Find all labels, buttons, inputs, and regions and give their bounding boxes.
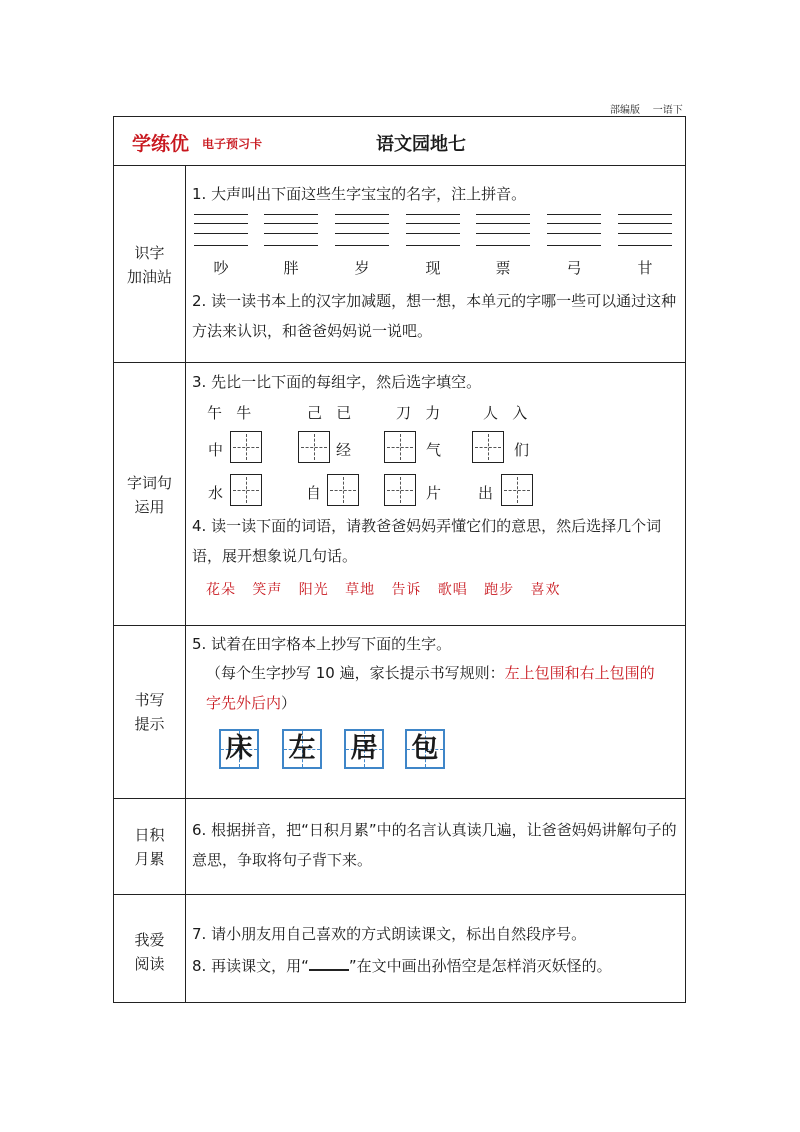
section-label-literacy: 识字 加油站 xyxy=(126,244,172,286)
rule-highlight: 左上包围和右上包围的 xyxy=(504,664,655,682)
row-divider xyxy=(114,798,685,799)
tian-grid-char: 包 xyxy=(405,729,445,769)
fill-box[interactable] xyxy=(384,474,416,506)
word-list xyxy=(206,579,561,599)
question-4: 4. 读一读下面的词语，请教爸爸妈妈弄懂它们的意思，然后选择几个词语，展开想象说几句话。 xyxy=(192,517,662,565)
edition-label: 部编版 一语下 xyxy=(610,105,683,116)
question-7: 7. 请小朋友用自己喜欢的方式朗读课文，标出自然段序号。 xyxy=(192,925,587,943)
clue-char: 们 xyxy=(514,441,530,459)
question-5: 5. 试着在田字格本上抄写下面的生字。 xyxy=(192,635,452,653)
question-1: 1. 大声叫出下面这些生字宝宝的名字，注上拼音。 xyxy=(192,185,527,203)
underline-blank xyxy=(309,955,349,971)
brand-logo-text: 学练优 xyxy=(132,133,190,155)
clue-char: 气 xyxy=(426,441,442,459)
preview-card xyxy=(113,116,686,1003)
fill-box[interactable] xyxy=(298,431,330,463)
word-item: 歌唱 xyxy=(437,582,468,598)
clue-char: 片 xyxy=(426,484,442,502)
fill-box[interactable] xyxy=(327,474,359,506)
section-label-writing: 书写 提示 xyxy=(134,691,165,733)
pinyin-lines xyxy=(618,214,672,246)
pinyin-lines xyxy=(476,214,530,246)
column-divider xyxy=(185,165,186,1002)
question-3: 3. 先比一比下面的每组字，然后选字填空。 xyxy=(192,373,482,391)
word-item: 笑声 xyxy=(252,582,283,598)
pinyin-char: 岁 xyxy=(354,259,370,277)
question-8: 8. 再读课文，用“ ”在文中画出孙悟空是怎样消灭妖怪的。 xyxy=(192,957,612,975)
word-item: 阳光 xyxy=(298,582,329,598)
row-divider xyxy=(114,362,685,363)
fill-box[interactable] xyxy=(230,474,262,506)
word-item: 喜欢 xyxy=(530,582,561,598)
clue-char: 水 xyxy=(208,484,224,502)
char-pair: 己 已 xyxy=(307,404,352,422)
pinyin-char: 吵 xyxy=(213,259,229,277)
pinyin-char: 胖 xyxy=(283,259,299,277)
word-item: 草地 xyxy=(345,582,376,598)
word-item: 告诉 xyxy=(391,582,422,598)
pinyin-lines xyxy=(406,214,460,246)
row-divider xyxy=(114,894,685,895)
word-item: 花朵 xyxy=(206,582,236,598)
pinyin-char: 票 xyxy=(495,259,511,277)
question-6: 6. 根据拼音，把“日积月累”中的名言认真读几遍，让爸爸妈妈讲解句子的意思，争取将句子背下来。 xyxy=(192,821,677,869)
fill-box[interactable] xyxy=(230,431,262,463)
char-pair: 刀 力 xyxy=(396,404,441,422)
pinyin-lines xyxy=(335,214,389,246)
question-2: 2. 读一读书本上的汉字加减题，想一想，本单元的字哪一些可以通过这种方法来认识，和爸爸妈妈说一说吧。 xyxy=(192,292,677,340)
pinyin-char: 现 xyxy=(425,259,441,277)
section-label-daily: 日积 月累 xyxy=(134,826,165,868)
clue-char: 中 xyxy=(208,441,224,459)
row-divider xyxy=(114,165,685,166)
pinyin-char: 弓 xyxy=(566,259,582,277)
writing-rule-note: （每个生字抄写 10 遍，家长提示书写规则：左上包围和右上包围的 字先外后内） xyxy=(206,664,655,712)
pinyin-lines xyxy=(547,214,601,246)
fill-box[interactable] xyxy=(472,431,504,463)
pinyin-lines xyxy=(264,214,318,246)
clue-char: 经 xyxy=(336,441,352,459)
rule-highlight: 字先外后内 xyxy=(206,694,282,712)
row-divider xyxy=(114,625,685,626)
clue-char: 自 xyxy=(306,484,322,502)
fill-box[interactable] xyxy=(384,431,416,463)
section-label-words: 字词句 运用 xyxy=(126,474,172,516)
section-label-reading: 我爱 阅读 xyxy=(134,931,165,973)
char-pair: 人 入 xyxy=(483,404,528,422)
fill-box[interactable] xyxy=(501,474,533,506)
tian-grid-char: 左 xyxy=(282,729,322,769)
pinyin-char: 甘 xyxy=(637,259,653,277)
clue-char: 出 xyxy=(478,484,494,502)
brand-subtitle: 电子预习卡 xyxy=(202,137,263,151)
tian-grid-char: 居 xyxy=(344,729,384,769)
word-item: 跑步 xyxy=(484,582,515,598)
pinyin-lines xyxy=(194,214,248,246)
tian-grid-char: 床 xyxy=(219,729,259,769)
card-title: 语文园地七 xyxy=(376,134,466,155)
char-pair: 午 牛 xyxy=(207,404,252,422)
